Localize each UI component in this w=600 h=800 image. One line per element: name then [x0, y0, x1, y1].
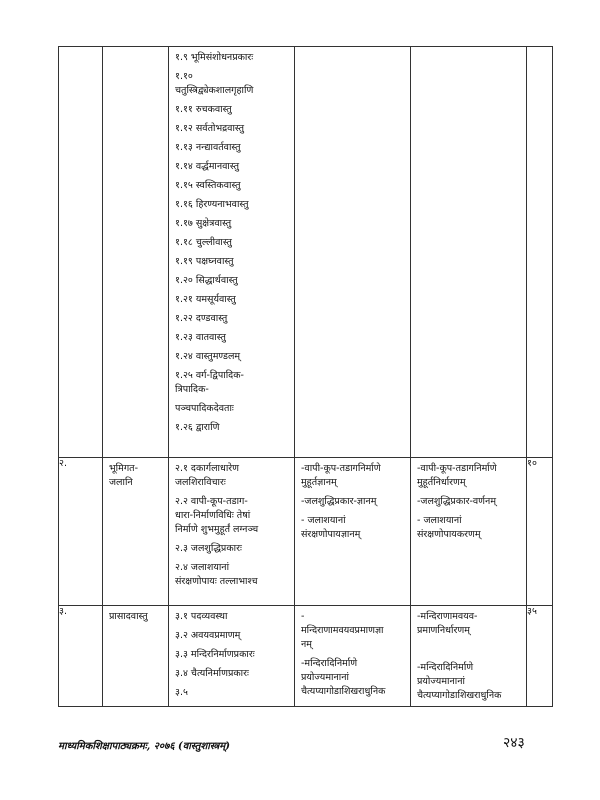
unit-cell: [103, 458, 169, 606]
objective-item: -वापी-कूप-तडागनिर्माणे: [301, 463, 381, 474]
list-item: २.२ वापी-कूप-तडाग-: [175, 496, 248, 507]
list-item: १.१९ पक्षघ्नवास्तु: [175, 256, 234, 267]
list-item: २.४ जलाशयानां: [175, 562, 230, 573]
objectives-cell: [295, 47, 411, 458]
list-item: संरक्षणोपायः तल्लाभाश्च: [175, 576, 258, 587]
objective-item: मुहूर्तज्ञानम्: [301, 477, 337, 488]
unit-cell: [103, 606, 169, 707]
list-item: पञ्चपादिकदेवताः: [175, 403, 234, 414]
list-item: त्रिपादिक-: [175, 384, 209, 395]
footer-title: माध्यमिकशिक्षापाठ्यक्रमः, २०७६ (वास्तुशास्त्रम्): [58, 741, 230, 752]
page-number: २४३: [503, 735, 525, 751]
table-row: [59, 458, 553, 606]
activity-item: संरक्षणोपायकरणम्: [417, 529, 481, 540]
objectives-cell: [295, 606, 411, 707]
serial-number: २.: [59, 458, 103, 606]
list-item: ३.१ पदव्यवस्था: [175, 611, 228, 622]
list-item: ३.५: [175, 687, 188, 698]
list-item: १.२३ वातवास्तु: [175, 332, 226, 343]
list-item: १.१७ सुक्षेत्रवास्तु: [175, 218, 232, 229]
list-item: १.१३ नन्द्यावर्तवास्तु: [175, 142, 241, 153]
objective-item: प्रयोज्यमानानां: [301, 672, 349, 683]
objectives-cell: [295, 458, 411, 606]
activity-item: मुहूर्तनिर्धारणम्: [417, 477, 466, 488]
objective-item: नम्: [301, 639, 312, 650]
list-item: १.२६ द्वाराणि: [175, 422, 220, 433]
list-item: १.२० सिद्धार्थवास्तु: [175, 275, 238, 286]
activity-item: प्रयोज्यमानानां: [417, 676, 465, 687]
activity-item: प्रमाणनिर्धारणम्: [417, 625, 470, 636]
unit-title: भूमिगत-: [109, 463, 139, 474]
activity-item: -जलशुद्धिप्रकार-वर्णनम्: [417, 496, 497, 507]
items-cell: [169, 458, 295, 606]
list-item: १.२५ वर्ग-द्विपादिक-: [175, 370, 244, 381]
activities-cell: [411, 47, 527, 458]
list-item: निर्माणे शुभमुहूर्तं लग्नञ्च: [175, 524, 259, 535]
hours-value: १०: [527, 458, 553, 606]
list-item: १.१२ सर्वतोभद्रवास्तु: [175, 123, 245, 134]
list-item: १.२१ यमसूर्यवास्तु: [175, 294, 236, 305]
serial-cell: [59, 47, 103, 458]
items-cell: [169, 47, 295, 458]
activities-cell: [411, 458, 527, 606]
activities-cell: [411, 606, 527, 707]
objective-item: - जलाशयानां: [301, 515, 346, 526]
items-cell: [169, 606, 295, 707]
list-item: १.१०: [175, 71, 193, 82]
list-item: ३.४ चैत्यनिर्माणप्रकारः: [175, 668, 249, 679]
list-item: ३.२ अवयवप्रमाणम्: [175, 630, 241, 641]
activity-item: चैत्यप्यागोडाशिखराधुनिक: [417, 690, 502, 701]
objective-item: मन्दिराणामवयवप्रमाणज्ञा: [301, 625, 384, 636]
activity-item: -मन्दिराणामवयव-: [417, 611, 478, 622]
serial-number: ३.: [59, 606, 103, 707]
table-row: [59, 606, 553, 707]
hours-cell: [527, 47, 553, 458]
list-item: १.१६ हिरण्यनाभवास्तु: [175, 199, 249, 210]
syllabus-table: [58, 46, 553, 707]
list-item: १.१८ चुल्लीवास्तु: [175, 237, 232, 248]
list-item: १.२२ दण्डवास्तु: [175, 313, 228, 324]
list-item: चतुस्त्रिद्व्येकशालगृहाणि: [175, 85, 254, 96]
list-item: जलशिराविचारः: [175, 477, 226, 488]
list-item: १.१४ वर्द्धमानवास्तु: [175, 161, 239, 172]
objective-item: -: [301, 611, 305, 622]
list-item: १.१५ स्वस्तिकवास्तु: [175, 180, 241, 191]
list-item: ३.३ मन्दिरनिर्माणप्रकारः: [175, 649, 255, 660]
activity-item: -वापी-कूप-तडागनिर्माणे: [417, 463, 497, 474]
hours-value: ३५: [527, 606, 553, 707]
activity-item: -मन्दिरादिनिर्माणे: [417, 662, 474, 673]
objective-item: चैत्यप्यागोडाशिखराधुनिक: [301, 686, 386, 697]
unit-title: जलानि: [109, 477, 133, 488]
list-item: १.९ भूमिसंशोधनप्रकारः: [175, 52, 254, 63]
objective-item: -जलशुद्धिप्रकार-ज्ञानम्: [301, 496, 377, 507]
objective-item: संरक्षणोपायज्ञानम्: [301, 529, 361, 540]
objective-item: -मन्दिरादिनिर्माणे: [301, 658, 358, 669]
list-item: १.११ रुचकवास्तु: [175, 104, 232, 115]
list-item: १.२४ वास्तुमण्डलम्: [175, 351, 241, 362]
unit-cell: [103, 47, 169, 458]
list-item: धारा-निर्माणविधिः तेषां: [175, 510, 251, 521]
table-row: [59, 47, 553, 458]
unit-title: प्रासादवास्तु: [109, 611, 148, 622]
list-item: २.३ जलशुद्धिप्रकारः: [175, 543, 242, 554]
list-item: २.१ दकार्गलाधारेण: [175, 463, 240, 474]
activity-item: - जलाशयानां: [417, 515, 462, 526]
